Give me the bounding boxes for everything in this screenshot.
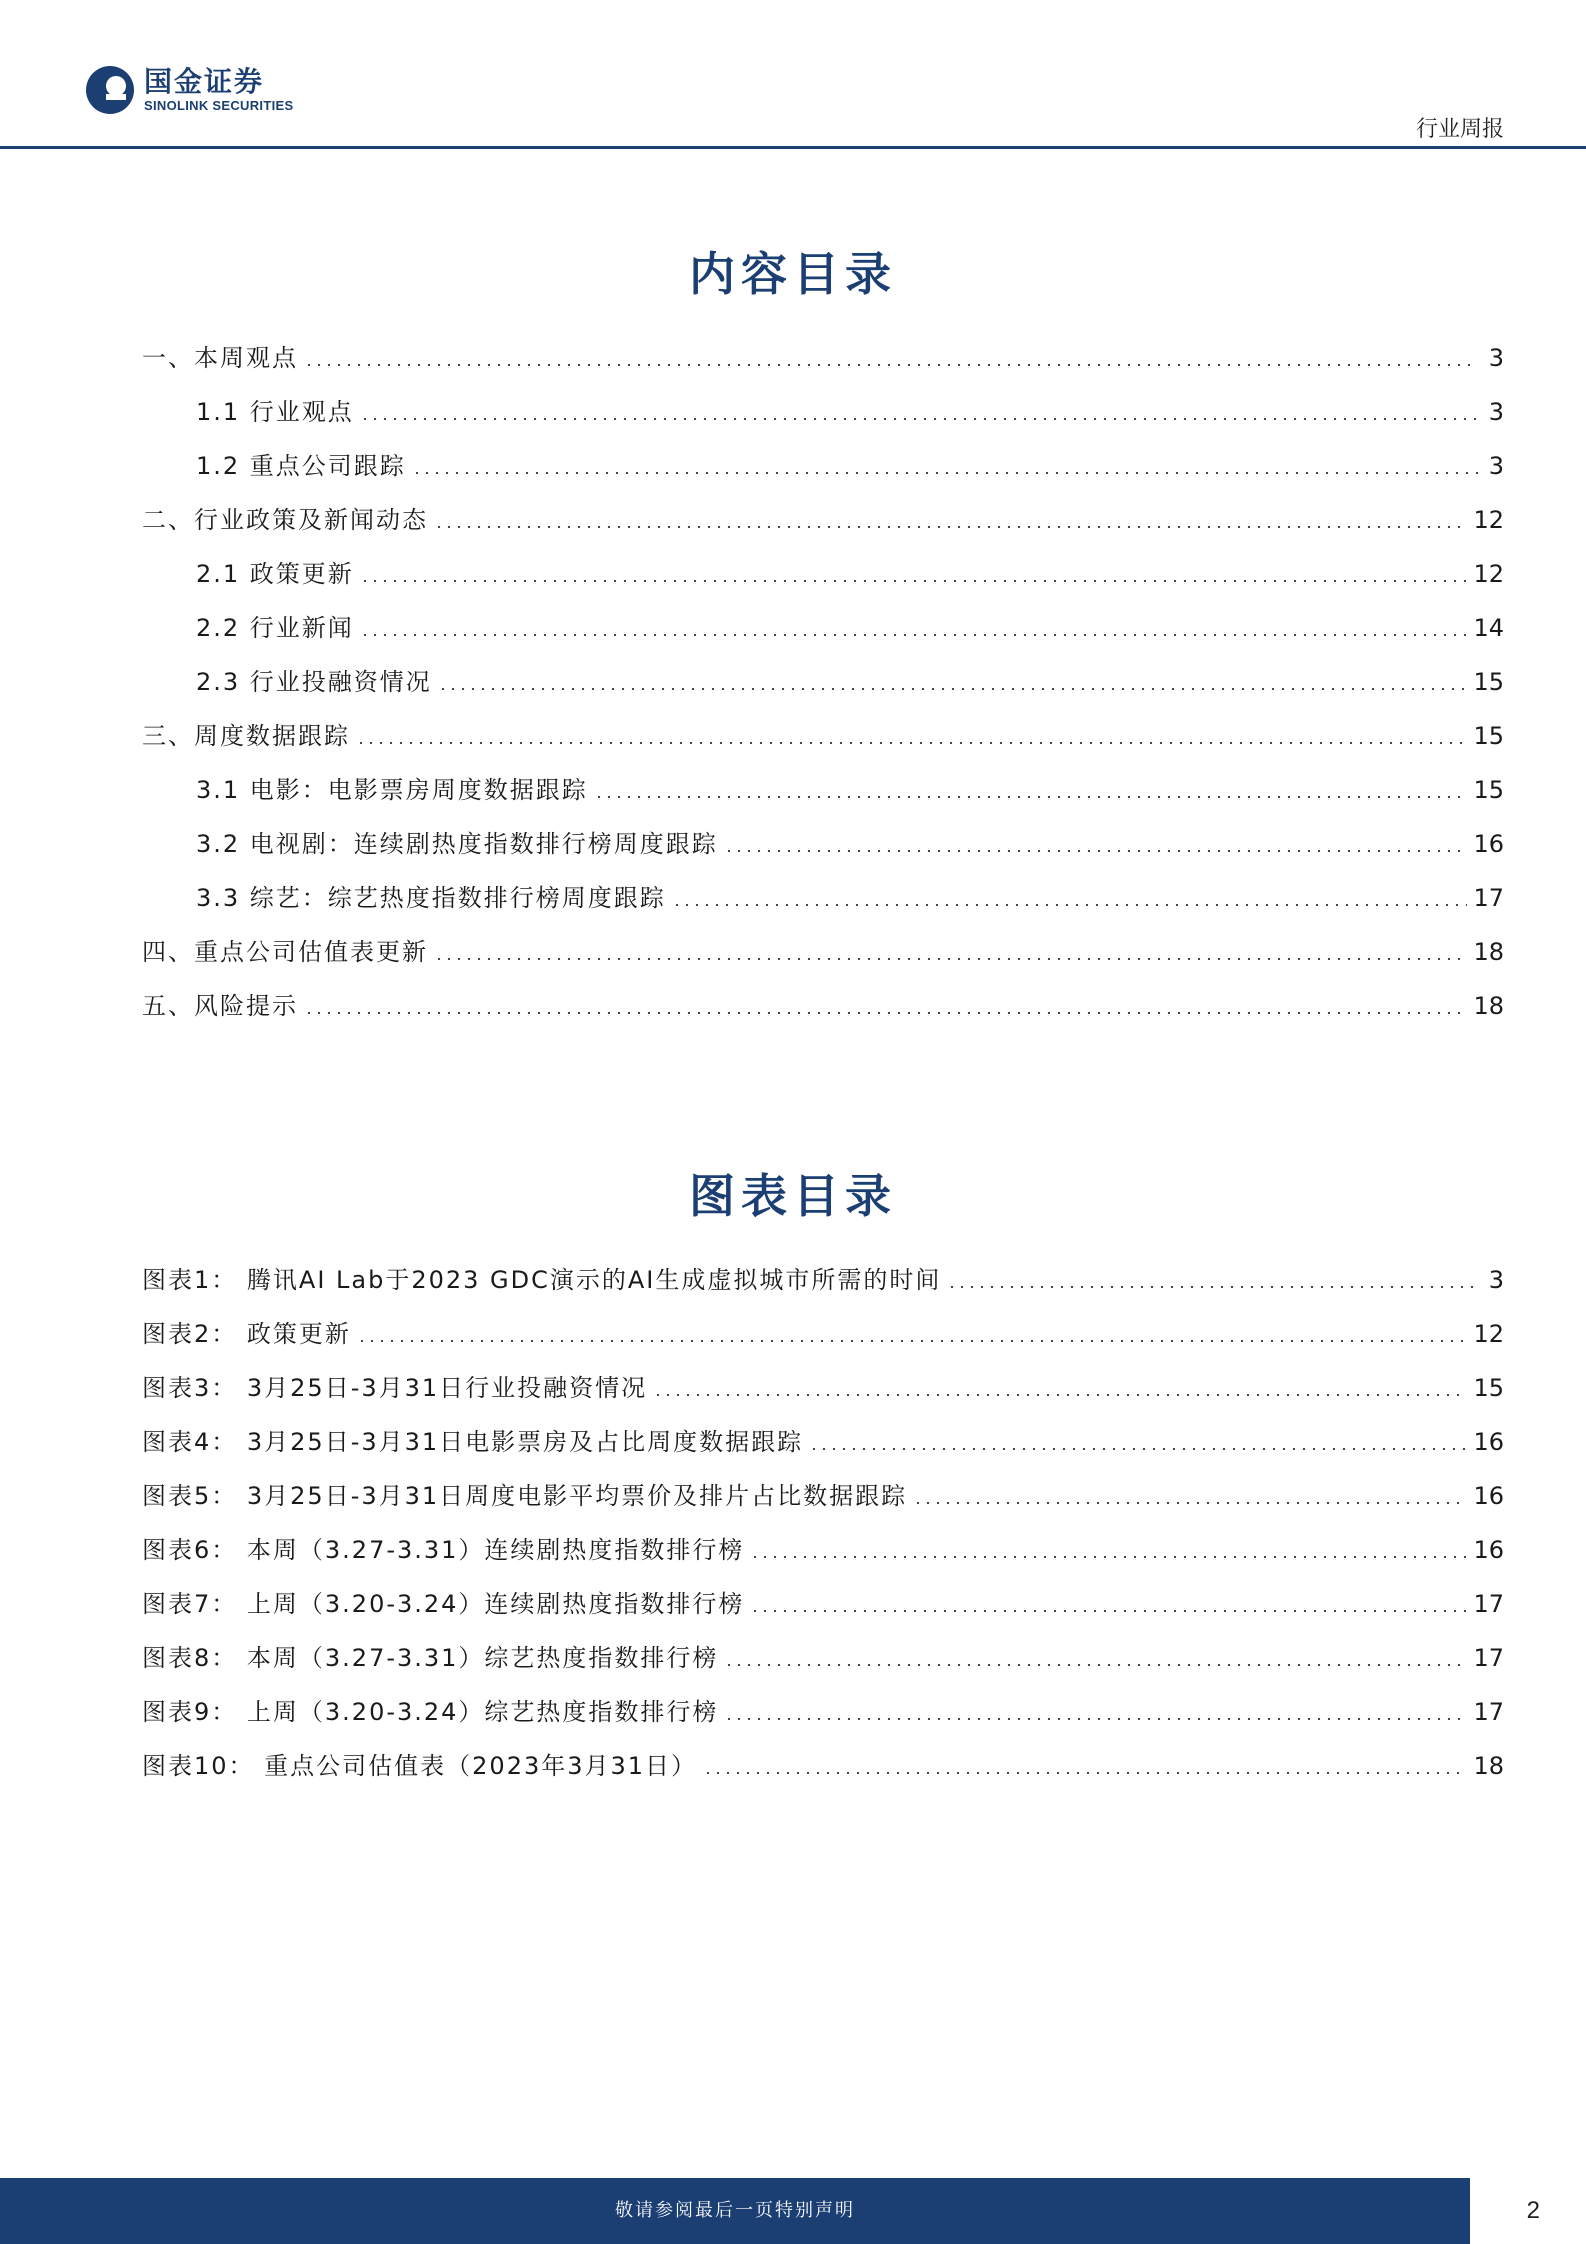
- toc-entry-page: 3: [1488, 344, 1504, 372]
- contents-title: 内容目录: [689, 247, 897, 301]
- toc-entry-label: 3.3 综艺：综艺热度指数排行榜周度跟踪: [196, 884, 666, 912]
- toc-entry[interactable]: [142, 817, 1504, 871]
- toc-entry-page: 15: [1473, 722, 1504, 750]
- toc-entry[interactable]: [142, 601, 1504, 655]
- figure-entry-page: 15: [1473, 1374, 1504, 1402]
- toc-entry-page: 12: [1473, 506, 1504, 534]
- figure-entry-page: 12: [1473, 1320, 1504, 1348]
- toc-entry-label: 五、风险提示: [142, 992, 298, 1020]
- figure-entry-page: 17: [1473, 1590, 1504, 1618]
- toc-entry-label: 一、本周观点: [142, 344, 298, 372]
- figure-entry-page: 17: [1473, 1698, 1504, 1726]
- figure-entry[interactable]: [142, 1253, 1504, 1307]
- toc-entry-label: 2.1 政策更新: [196, 560, 354, 588]
- figure-entry[interactable]: [142, 1739, 1504, 1793]
- toc-entry-page: 14: [1473, 614, 1504, 642]
- logo-chinese-name: 国金证券: [144, 65, 265, 98]
- figure-entry-label: 图表8： 本周（3.27-3.31）综艺热度指数排行榜: [142, 1644, 719, 1672]
- page-header: [0, 0, 1586, 150]
- figure-entry-label: 图表7： 上周（3.20-3.24）连续剧热度指数排行榜: [142, 1590, 745, 1618]
- dot-leader: [724, 1664, 1467, 1666]
- table-of-contents: [142, 331, 1504, 1033]
- figure-entry-page: 16: [1473, 1536, 1504, 1564]
- figure-entry-label: 图表6： 本周（3.27-3.31）连续剧热度指数排行榜: [142, 1536, 745, 1564]
- toc-entry[interactable]: [142, 979, 1504, 1033]
- sinolink-logo-icon: [84, 64, 136, 116]
- figure-entry[interactable]: [142, 1307, 1504, 1361]
- company-logo: [84, 60, 293, 120]
- figure-entry-label: 图表3： 3月25日-3月31日行业投融资情况: [142, 1374, 648, 1402]
- toc-entry[interactable]: [142, 439, 1504, 493]
- list-of-figures: [142, 1253, 1504, 1793]
- figure-entry-label: 图表4： 3月25日-3月31日电影票房及占比周度数据跟踪: [142, 1428, 804, 1456]
- figure-entry[interactable]: [142, 1577, 1504, 1631]
- toc-entry-page: 18: [1473, 992, 1504, 1020]
- dot-leader: [438, 688, 1468, 690]
- toc-entry[interactable]: [142, 331, 1504, 385]
- figure-entry[interactable]: [142, 1415, 1504, 1469]
- dot-leader: [750, 1556, 1467, 1558]
- toc-entry-page: 15: [1473, 776, 1504, 804]
- toc-entry-label: 1.1 行业观点: [196, 398, 354, 426]
- dot-leader: [360, 634, 1468, 636]
- page-footer: [0, 2178, 1586, 2244]
- dot-leader: [809, 1448, 1467, 1450]
- figure-entry-page: 18: [1473, 1752, 1504, 1780]
- dot-leader: [594, 796, 1468, 798]
- dot-leader: [703, 1772, 1467, 1774]
- dot-leader: [360, 580, 1468, 582]
- dot-leader: [724, 1718, 1467, 1720]
- dot-leader: [750, 1610, 1467, 1612]
- toc-entry[interactable]: [142, 871, 1504, 925]
- figure-entry-page: 16: [1473, 1428, 1504, 1456]
- toc-entry-label: 3.1 电影：电影票房周度数据跟踪: [196, 776, 588, 804]
- toc-entry[interactable]: [142, 925, 1504, 979]
- toc-entry-page: 16: [1473, 830, 1504, 858]
- dot-leader: [356, 742, 1467, 744]
- figure-entry-label: 图表10： 重点公司估值表（2023年3月31日）: [142, 1752, 698, 1780]
- figures-title: 图表目录: [689, 1169, 897, 1223]
- header-divider: [0, 146, 1586, 149]
- toc-entry-label: 2.2 行业新闻: [196, 614, 354, 642]
- toc-entry-page: 3: [1488, 398, 1504, 426]
- disclaimer-notice: 敬请参阅最后一页特别声明: [615, 2200, 855, 2221]
- dot-leader: [304, 1012, 1467, 1014]
- toc-entry[interactable]: [142, 763, 1504, 817]
- figure-entry-label: 图表9： 上周（3.20-3.24）综艺热度指数排行榜: [142, 1698, 719, 1726]
- figure-entry-page: 17: [1473, 1644, 1504, 1672]
- toc-entry[interactable]: [142, 655, 1504, 709]
- figure-entry[interactable]: [142, 1685, 1504, 1739]
- dot-leader: [357, 1340, 1468, 1342]
- toc-entry[interactable]: [142, 385, 1504, 439]
- dot-leader: [672, 904, 1468, 906]
- toc-entry-label: 三、周度数据跟踪: [142, 722, 350, 750]
- figure-entry-label: 图表1： 腾讯AI Lab于2023 GDC演示的AI生成虚拟城市所需的时间: [142, 1266, 942, 1294]
- figure-entry[interactable]: [142, 1361, 1504, 1415]
- dot-leader: [360, 418, 1478, 420]
- toc-entry[interactable]: [142, 709, 1504, 763]
- document-type: 行业周报: [1415, 117, 1504, 142]
- logo-english-name: SINOLINK SECURITIES: [144, 98, 294, 113]
- toc-entry-label: 四、重点公司估值表更新: [142, 938, 428, 966]
- toc-entry-page: 3: [1488, 452, 1504, 480]
- toc-entry[interactable]: [142, 547, 1504, 601]
- dot-leader: [947, 1286, 1478, 1288]
- page-number: 2: [1526, 2197, 1540, 2224]
- toc-entry-label: 二、行业政策及新闻动态: [142, 506, 428, 534]
- figure-entry[interactable]: [142, 1631, 1504, 1685]
- dot-leader: [434, 958, 1467, 960]
- dot-leader: [724, 850, 1468, 852]
- figure-entry[interactable]: [142, 1469, 1504, 1523]
- dot-leader: [653, 1394, 1467, 1396]
- figure-entry-label: 图表2： 政策更新: [142, 1320, 351, 1348]
- figure-entry[interactable]: [142, 1523, 1504, 1577]
- toc-entry-page: 12: [1473, 560, 1504, 588]
- dot-leader: [434, 526, 1467, 528]
- dot-leader: [913, 1502, 1467, 1504]
- toc-entry-page: 17: [1473, 884, 1504, 912]
- toc-entry-label: 1.2 重点公司跟踪: [196, 452, 406, 480]
- figure-entry-label: 图表5： 3月25日-3月31日周度电影平均票价及排片占比数据跟踪: [142, 1482, 908, 1510]
- toc-entry-label: 3.2 电视剧：连续剧热度指数排行榜周度跟踪: [196, 830, 718, 858]
- figure-entry-page: 3: [1488, 1266, 1504, 1294]
- dot-leader: [304, 364, 1478, 366]
- toc-entry-page: 15: [1473, 668, 1504, 696]
- toc-entry[interactable]: [142, 493, 1504, 547]
- toc-entry-label: 2.3 行业投融资情况: [196, 668, 432, 696]
- figure-entry-page: 16: [1473, 1482, 1504, 1510]
- dot-leader: [412, 472, 1478, 474]
- toc-entry-page: 18: [1473, 938, 1504, 966]
